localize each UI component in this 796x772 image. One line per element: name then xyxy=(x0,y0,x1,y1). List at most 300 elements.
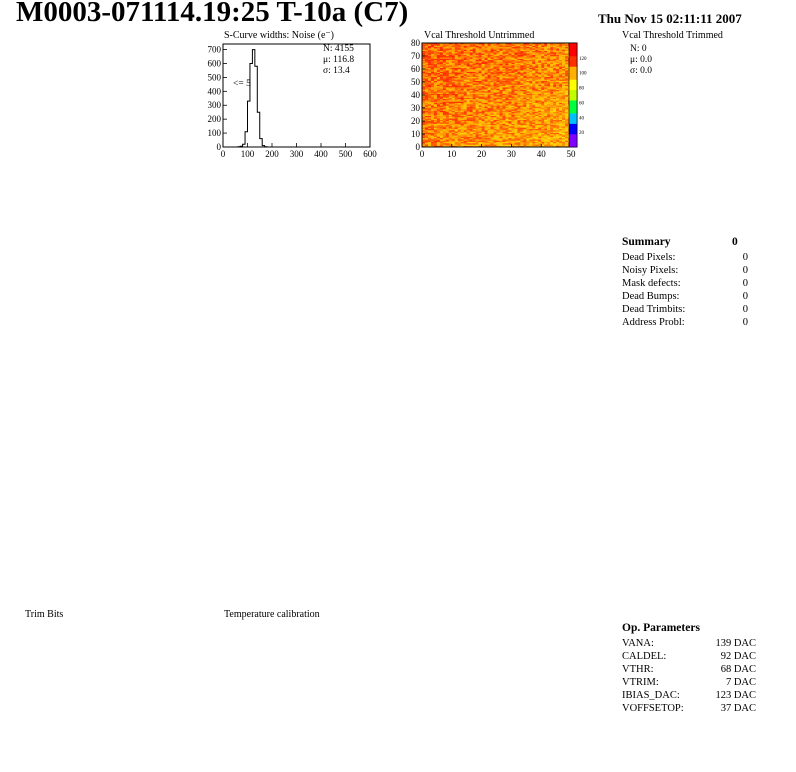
op-parameter-value: 37 DAC xyxy=(720,703,756,714)
heatmap-cell xyxy=(491,50,494,52)
heatmap-cell xyxy=(497,53,500,55)
heatmap-cell xyxy=(532,142,535,144)
heatmap-cell xyxy=(464,111,467,113)
heatmap-cell xyxy=(494,53,497,55)
heatmap-cell xyxy=(553,48,556,50)
heatmap-cell xyxy=(535,61,538,63)
heatmap-cell xyxy=(547,122,550,124)
heatmap-cell xyxy=(470,124,473,126)
heatmap-cell xyxy=(431,46,434,48)
heatmap-cell xyxy=(559,107,562,109)
heatmap-cell xyxy=(517,52,520,54)
heatmap-cell xyxy=(488,142,491,144)
heatmap-cell xyxy=(523,115,526,117)
heatmap-cell xyxy=(461,52,464,54)
heatmap-cell xyxy=(500,47,503,49)
heatmap-cell xyxy=(467,103,470,105)
heatmap-cell xyxy=(532,113,535,115)
heatmap-cell xyxy=(547,86,550,88)
heatmap-cell xyxy=(526,116,529,118)
heatmap-cell xyxy=(523,85,526,87)
heatmap-cell xyxy=(550,72,553,74)
heatmap-cell xyxy=(452,46,455,48)
heatmap-cell xyxy=(461,89,464,91)
heatmap-cell xyxy=(550,70,553,72)
heatmap-cell xyxy=(547,59,550,61)
heatmap-cell xyxy=(452,115,455,117)
heatmap-cell xyxy=(520,72,523,74)
x-tick-label: 50 xyxy=(566,149,576,159)
heatmap-cell xyxy=(511,117,514,119)
heatmap-cell xyxy=(532,126,535,128)
heatmap-cell xyxy=(523,82,526,84)
heatmap-cell xyxy=(488,74,491,76)
heatmap-cell xyxy=(508,66,511,68)
heatmap-cell xyxy=(440,107,443,109)
heatmap-cell xyxy=(562,142,565,144)
heatmap-cell xyxy=(538,69,541,71)
heatmap-cell xyxy=(514,82,517,84)
heatmap-cell xyxy=(443,117,446,119)
heatmap-cell xyxy=(443,113,446,115)
heatmap-cell xyxy=(425,111,428,113)
heatmap-cell xyxy=(467,83,470,85)
heatmap-cell xyxy=(470,55,473,57)
heatmap-cell xyxy=(505,116,508,118)
heatmap-cell xyxy=(535,143,538,145)
heatmap-cell xyxy=(529,98,532,100)
heatmap-cell xyxy=(538,86,541,88)
heatmap-cell xyxy=(517,66,520,68)
heatmap-cell xyxy=(526,91,529,93)
heatmap-cell xyxy=(497,133,500,135)
heatmap-cell xyxy=(476,85,479,87)
heatmap-cell xyxy=(464,138,467,140)
heatmap-cell xyxy=(431,61,434,63)
heatmap-cell xyxy=(455,129,458,131)
heatmap-cell xyxy=(464,118,467,120)
heatmap-cell xyxy=(464,82,467,84)
heatmap-cell xyxy=(446,65,449,67)
heatmap-cell xyxy=(491,144,494,146)
heatmap-cell xyxy=(491,87,494,89)
heatmap-cell xyxy=(452,134,455,136)
heatmap-cell xyxy=(440,48,443,50)
heatmap-cell xyxy=(467,122,470,124)
heatmap-cell xyxy=(514,98,517,100)
op-parameter-row xyxy=(622,664,756,677)
heatmap-cell xyxy=(428,131,431,133)
heatmap-cell xyxy=(437,53,440,55)
heatmap-cell xyxy=(508,120,511,122)
heatmap-cell xyxy=(553,96,556,98)
heatmap-cell xyxy=(431,139,434,141)
heatmap-cell xyxy=(461,87,464,89)
heatmap-cell xyxy=(520,56,523,58)
heatmap-cell xyxy=(529,61,532,63)
heatmap-cell xyxy=(476,60,479,62)
heatmap-cell xyxy=(461,64,464,66)
trimmed-stat-sigma: σ: 0.0 xyxy=(630,66,653,76)
heatmap-cell xyxy=(541,95,544,97)
heatmap-cell xyxy=(502,86,505,88)
heatmap-cell xyxy=(479,122,482,124)
colorbar-segment xyxy=(569,124,577,127)
heatmap-cell xyxy=(562,78,565,80)
heatmap-cell xyxy=(473,89,476,91)
heatmap-cell xyxy=(428,103,431,105)
heatmap-cell xyxy=(502,94,505,96)
heatmap-cell xyxy=(497,134,500,136)
heatmap-cell xyxy=(520,143,523,145)
heatmap-cell xyxy=(488,122,491,124)
heatmap-cell xyxy=(461,61,464,63)
heatmap-cell xyxy=(458,90,461,92)
heatmap-cell xyxy=(491,117,494,119)
heatmap-cell xyxy=(458,121,461,123)
heatmap-cell xyxy=(532,56,535,58)
heatmap-cell xyxy=(514,56,517,58)
heatmap-cell xyxy=(488,99,491,101)
heatmap-cell xyxy=(449,104,452,106)
heatmap-cell xyxy=(497,141,500,143)
heatmap-cell xyxy=(544,128,547,130)
heatmap-cell xyxy=(565,70,568,72)
heatmap-cell xyxy=(461,104,464,106)
heatmap-cell xyxy=(458,103,461,105)
heatmap-cell xyxy=(523,108,526,110)
heatmap-cell xyxy=(488,96,491,98)
heatmap-cell xyxy=(497,126,500,128)
heatmap-cell xyxy=(482,82,485,84)
summary-title: Summary xyxy=(622,236,671,248)
heatmap-cell xyxy=(449,112,452,114)
heatmap-cell xyxy=(440,102,443,104)
heatmap-cell xyxy=(562,51,565,53)
heatmap-cell xyxy=(532,116,535,118)
heatmap-cell xyxy=(482,112,485,114)
heatmap-cell xyxy=(520,115,523,117)
heatmap-cell xyxy=(479,47,482,49)
heatmap-cell xyxy=(547,135,550,137)
heatmap-cell xyxy=(437,73,440,75)
heatmap-cell xyxy=(550,73,553,75)
heatmap-cell xyxy=(458,92,461,94)
heatmap-cell xyxy=(467,92,470,94)
heatmap-cell xyxy=(497,90,500,92)
heatmap-cell xyxy=(434,139,437,141)
trimmed-map-title: Vcal Threshold Trimmed xyxy=(622,30,723,41)
heatmap-cell xyxy=(565,103,568,105)
heatmap-cell xyxy=(514,91,517,93)
heatmap-cell xyxy=(473,99,476,101)
heatmap-cell xyxy=(452,104,455,106)
heatmap-cell xyxy=(485,144,488,146)
heatmap-cell xyxy=(470,79,473,81)
heatmap-cell xyxy=(425,74,428,76)
heatmap-cell xyxy=(520,111,523,113)
heatmap-cell xyxy=(446,108,449,110)
heatmap-cell xyxy=(508,116,511,118)
heatmap-cell xyxy=(556,111,559,113)
heatmap-cell xyxy=(425,139,428,141)
heatmap-cell xyxy=(446,95,449,97)
heatmap-cell xyxy=(562,82,565,84)
heatmap-cell xyxy=(479,129,482,131)
heatmap-cell xyxy=(508,142,511,144)
heatmap-cell xyxy=(535,115,538,117)
heatmap-cell xyxy=(547,47,550,49)
heatmap-cell xyxy=(556,83,559,85)
heatmap-cell xyxy=(494,87,497,89)
heatmap-cell xyxy=(428,76,431,78)
heatmap-cell xyxy=(488,78,491,80)
heatmap-cell xyxy=(449,130,452,132)
heatmap-cell xyxy=(491,113,494,115)
heatmap-cell xyxy=(428,85,431,87)
heatmap-cell xyxy=(452,125,455,127)
heatmap-cell xyxy=(482,102,485,104)
heatmap-cell xyxy=(508,78,511,80)
heatmap-cell xyxy=(425,109,428,111)
heatmap-cell xyxy=(520,129,523,131)
heatmap-cell xyxy=(535,104,538,106)
heatmap-cell xyxy=(440,141,443,143)
heatmap-cell xyxy=(452,129,455,131)
heatmap-cell xyxy=(508,90,511,92)
heatmap-cell xyxy=(452,77,455,79)
heatmap-cell xyxy=(458,105,461,107)
heatmap-cell xyxy=(550,85,553,87)
heatmap-cell xyxy=(538,68,541,70)
heatmap-cell xyxy=(517,53,520,55)
heatmap-cell xyxy=(452,65,455,67)
heatmap-cell xyxy=(550,59,553,61)
heatmap-cell xyxy=(562,94,565,96)
heatmap-cell xyxy=(482,99,485,101)
heatmap-cell xyxy=(547,78,550,80)
heatmap-cell xyxy=(437,92,440,94)
heatmap-cell xyxy=(502,131,505,133)
heatmap-cell xyxy=(449,124,452,126)
heatmap-cell xyxy=(494,89,497,91)
heatmap-cell xyxy=(526,95,529,97)
heatmap-cell xyxy=(479,65,482,67)
heatmap-cell xyxy=(482,95,485,97)
heatmap-cell xyxy=(443,139,446,141)
heatmap-cell xyxy=(514,112,517,114)
colorbar-segment xyxy=(569,59,577,62)
heatmap-cell xyxy=(440,65,443,67)
heatmap-cell xyxy=(526,92,529,94)
heatmap-cell xyxy=(455,60,458,62)
heatmap-cell xyxy=(482,73,485,75)
heatmap-cell xyxy=(559,44,562,46)
heatmap-cell xyxy=(428,118,431,120)
heatmap-cell xyxy=(482,120,485,122)
heatmap-cell xyxy=(535,105,538,107)
heatmap-cell xyxy=(449,103,452,105)
colorbar-segment xyxy=(569,51,577,54)
heatmap-cell xyxy=(565,87,568,89)
heatmap-cell xyxy=(488,52,491,54)
heatmap-cell xyxy=(491,100,494,102)
histogram-outline xyxy=(238,50,267,147)
heatmap-cell xyxy=(452,59,455,61)
heatmap-cell xyxy=(470,98,473,100)
heatmap-cell xyxy=(565,99,568,101)
heatmap-cell xyxy=(565,98,568,100)
heatmap-cell xyxy=(520,118,523,120)
heatmap-cell xyxy=(488,113,491,115)
heatmap-cell xyxy=(559,118,562,120)
heatmap-cell xyxy=(431,102,434,104)
heatmap-cell xyxy=(550,107,553,109)
heatmap-cell xyxy=(443,120,446,122)
heatmap-cell xyxy=(523,99,526,101)
heatmap-cell xyxy=(494,103,497,105)
heatmap-cell xyxy=(517,63,520,65)
heatmap-cell xyxy=(479,109,482,111)
heatmap-cell xyxy=(473,134,476,136)
heatmap-cell xyxy=(538,130,541,132)
heatmap-cell xyxy=(562,56,565,58)
heatmap-cell xyxy=(440,78,443,80)
heatmap-cell xyxy=(470,83,473,85)
heatmap-cell xyxy=(488,103,491,105)
heatmap-cell xyxy=(547,118,550,120)
heatmap-cell xyxy=(508,135,511,137)
heatmap-cell xyxy=(505,120,508,122)
heatmap-cell xyxy=(482,105,485,107)
heatmap-cell xyxy=(425,48,428,50)
heatmap-cell xyxy=(431,104,434,106)
heatmap-cell xyxy=(526,68,529,70)
heatmap-cell xyxy=(556,72,559,74)
heatmap-cell xyxy=(440,59,443,61)
histogram-annotation: <= 5 xyxy=(233,79,251,89)
heatmap-cell xyxy=(473,102,476,104)
heatmap-cell xyxy=(461,76,464,78)
op-parameters-table xyxy=(622,622,756,716)
heatmap-cell xyxy=(523,57,526,59)
heatmap-cell xyxy=(535,107,538,109)
heatmap-cell xyxy=(461,72,464,74)
heatmap-cell xyxy=(467,133,470,135)
heatmap-cell xyxy=(562,63,565,65)
heatmap-cell xyxy=(517,141,520,143)
heatmap-cell xyxy=(556,50,559,52)
y-tick-label: 50 xyxy=(411,77,420,87)
heatmap-cell xyxy=(449,89,452,91)
heatmap-cell xyxy=(482,63,485,65)
heatmap-cell xyxy=(532,139,535,141)
heatmap-cell xyxy=(473,96,476,98)
heatmap-cell xyxy=(425,83,428,85)
heatmap-cell xyxy=(449,47,452,49)
heatmap-cell xyxy=(532,53,535,55)
heatmap-cell xyxy=(434,56,437,58)
colorbar-segment xyxy=(569,53,577,56)
heatmap-cell xyxy=(535,134,538,136)
heatmap-cell xyxy=(479,102,482,104)
heatmap-cell xyxy=(452,100,455,102)
heatmap-cell xyxy=(550,137,553,139)
heatmap-cell xyxy=(482,135,485,137)
heatmap-cell xyxy=(500,53,503,55)
y-tick-label: 500 xyxy=(207,72,221,83)
colorbar-segment xyxy=(569,48,577,51)
heatmap-cell xyxy=(556,102,559,104)
heatmap-cell xyxy=(556,105,559,107)
heatmap-cell xyxy=(488,90,491,92)
heatmap-cell xyxy=(431,82,434,84)
heatmap-cell xyxy=(553,115,556,117)
heatmap-cell xyxy=(455,52,458,54)
heatmap-cell xyxy=(494,116,497,118)
heatmap-cell xyxy=(565,128,568,130)
heatmap-cell xyxy=(443,107,446,109)
heatmap-cell xyxy=(550,111,553,113)
heatmap-cell xyxy=(476,96,479,98)
heatmap-cell xyxy=(464,124,467,126)
heatmap-cell xyxy=(497,138,500,140)
heatmap-cell xyxy=(479,78,482,80)
heatmap-cell xyxy=(491,89,494,91)
heatmap-cell xyxy=(502,129,505,131)
heatmap-cell xyxy=(514,86,517,88)
heatmap-cell xyxy=(428,65,431,67)
heatmap-cell xyxy=(425,56,428,58)
heatmap-cell xyxy=(491,82,494,84)
heatmap-cell xyxy=(520,113,523,115)
heatmap-cell xyxy=(550,68,553,70)
heatmap-cell xyxy=(473,135,476,137)
heatmap-cell xyxy=(497,70,500,72)
heatmap-cell xyxy=(553,99,556,101)
heatmap-cell xyxy=(541,91,544,93)
heatmap-cell xyxy=(500,70,503,72)
heatmap-cell xyxy=(425,50,428,52)
page-title: M0003-071114.19:25 T-10a (C7) xyxy=(16,0,409,28)
heatmap-cell xyxy=(464,47,467,49)
heatmap-cell xyxy=(485,83,488,85)
heatmap-cell xyxy=(437,138,440,140)
heatmap-cell xyxy=(529,69,532,71)
heatmap-cell xyxy=(500,130,503,132)
heatmap-cell xyxy=(482,65,485,67)
heatmap-cell xyxy=(535,120,538,122)
heatmap-cell xyxy=(473,77,476,79)
heatmap-cell xyxy=(443,47,446,49)
heatmap-cell xyxy=(508,111,511,113)
heatmap-cell xyxy=(544,124,547,126)
heatmap-cell xyxy=(437,87,440,89)
heatmap-cell xyxy=(562,91,565,93)
heatmap-cell xyxy=(511,48,514,50)
heatmap-cell xyxy=(520,85,523,87)
heatmap-cell xyxy=(485,70,488,72)
heatmap-cell xyxy=(470,64,473,66)
heatmap-cell xyxy=(455,89,458,91)
heatmap-cell xyxy=(470,109,473,111)
heatmap-cell xyxy=(476,118,479,120)
heatmap-cell xyxy=(479,56,482,58)
heatmap-cell xyxy=(464,120,467,122)
heatmap-cell xyxy=(514,79,517,81)
heatmap-cell xyxy=(458,95,461,97)
heatmap-cell xyxy=(485,68,488,70)
